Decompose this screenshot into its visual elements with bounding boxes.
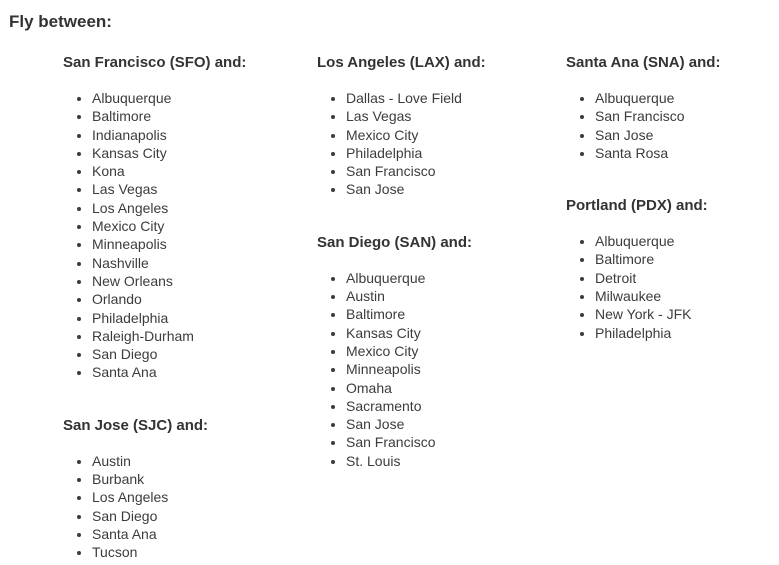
city-list-item: • Mexico City <box>346 342 562 360</box>
city-list-item: • Minneapolis <box>346 360 562 378</box>
city-list-item: • Philadelphia <box>346 144 562 162</box>
route-column-2 <box>317 54 562 505</box>
route-section <box>63 417 313 562</box>
city-list-item: • Kansas City <box>92 144 313 162</box>
route-column-3 <box>566 54 776 377</box>
city-list-item: • Indianapolis <box>92 126 313 144</box>
city-list-item: • Austin <box>346 287 562 305</box>
route-section <box>566 54 776 162</box>
city-list-item: • Raleigh-Durham <box>92 327 313 345</box>
city-list-item: • San Jose <box>595 126 776 144</box>
city-list-item: • Las Vegas <box>346 107 562 125</box>
city-list-item: • Austin <box>92 452 313 470</box>
city-list-item: • Baltimore <box>346 305 562 323</box>
city-list-item: • Mexico City <box>92 217 313 235</box>
route-section-heading: San Diego (SAN) and: <box>317 233 473 251</box>
city-list-item: • Santa Ana <box>92 363 313 381</box>
city-list-item: • Nashville <box>92 254 313 272</box>
city-list-item: • Albuquerque <box>595 232 776 250</box>
route-section-heading: San Francisco (SFO) and: <box>63 54 247 71</box>
route-section <box>317 234 562 470</box>
city-list-item: • San Diego <box>92 507 313 525</box>
city-list <box>63 89 313 382</box>
city-list-item: • Dallas - Love Field <box>346 89 562 107</box>
city-list-item: • Burbank <box>92 470 313 488</box>
city-list <box>566 89 776 162</box>
city-list-item: • Albuquerque <box>595 89 776 107</box>
city-list-item: • Omaha <box>346 379 562 397</box>
city-list-item: • San Jose <box>346 180 562 198</box>
city-list-item: • Baltimore <box>595 250 776 268</box>
city-list <box>317 269 562 470</box>
city-list-item: • Kansas City <box>346 324 562 342</box>
city-list-item: • Mexico City <box>346 126 562 144</box>
city-list-item: • Albuquerque <box>346 269 562 287</box>
city-list <box>566 232 776 342</box>
city-list-item: • Milwaukee <box>595 287 776 305</box>
city-list-item: • San Jose <box>346 415 562 433</box>
city-list-item: • Philadelphia <box>92 309 313 327</box>
city-list-item: • San Francisco <box>346 162 562 180</box>
city-list-item: • Detroit <box>595 269 776 287</box>
route-section <box>317 54 562 199</box>
city-list-item: • Orlando <box>92 290 313 308</box>
city-list-item: • Kona <box>92 162 313 180</box>
city-list-item: • Los Angeles <box>92 488 313 506</box>
page-title: Fly between: <box>9 12 112 31</box>
city-list <box>317 89 562 199</box>
city-list-item: • Albuquerque <box>92 89 313 107</box>
city-list-item: • Los Angeles <box>92 199 313 217</box>
city-list-item: • Las Vegas <box>92 180 313 198</box>
city-list-item: • Baltimore <box>92 107 313 125</box>
city-list-item: • Sacramento <box>346 397 562 415</box>
city-list-item: • San Francisco <box>346 433 562 451</box>
city-list-item: • Santa Rosa <box>595 144 776 162</box>
route-section-heading: Santa Ana (SNA) and: <box>566 54 721 71</box>
route-section <box>63 54 313 382</box>
city-list-item: • Tucson <box>92 543 313 561</box>
city-list-item: • Philadelphia <box>595 324 776 342</box>
city-list-item: • Minneapolis <box>92 235 313 253</box>
route-section-heading: San Jose (SJC) and: <box>63 416 209 434</box>
city-list-item: • San Francisco <box>595 107 776 125</box>
city-list <box>63 452 313 562</box>
city-list-item: • New York - JFK <box>595 305 776 323</box>
city-list-item: • St. Louis <box>346 452 562 470</box>
city-list-item: • Santa Ana <box>92 525 313 543</box>
city-list-item: • New Orleans <box>92 272 313 290</box>
route-section-heading: Portland (PDX) and: <box>566 197 708 215</box>
route-column-1 <box>63 54 313 565</box>
route-section <box>566 197 776 342</box>
city-list-item: • San Diego <box>92 345 313 363</box>
route-section-heading: Los Angeles (LAX) and: <box>317 54 486 71</box>
